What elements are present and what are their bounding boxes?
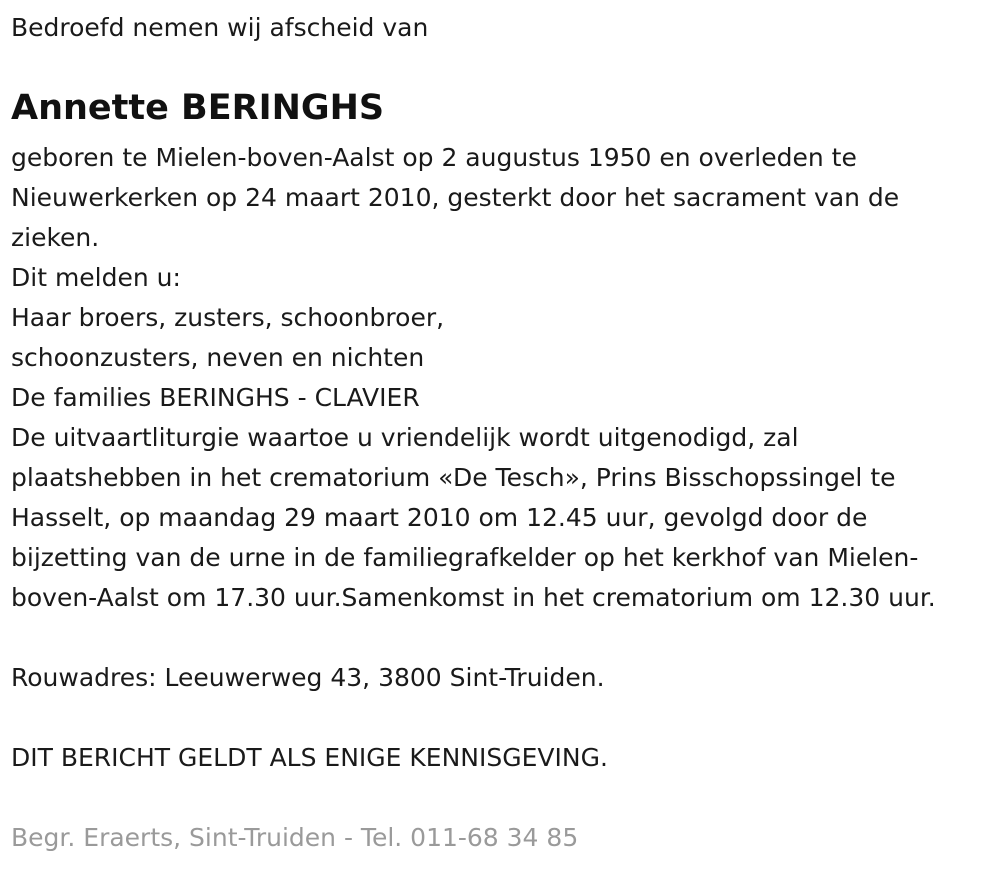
announced-by-label: Dit melden u: [11,263,181,292]
birth-death-line: geboren te Mielen-boven-Aalst op 2 augustus 1950 en overleden te [11,143,857,172]
ceremony-paragraph [11,418,989,618]
family-line: schoonzusters, neven en nichten [11,343,425,372]
ceremony-line: boven-Aalst om 17.30 uur.Samenkomst in het crematorium om 12.30 uur. [11,583,936,612]
spacer [11,778,989,818]
ceremony-line: plaatshebben in het crematorium «De Tesch», Prins Bisschopssingel te [11,463,896,492]
deceased-name: Annette BERINGHS [11,88,385,128]
ceremony-line: De uitvaartliturgie waartoe u vriendelijk wordt uitgenodigd, zal [11,423,799,452]
family-line: Haar broers, zusters, schoonbroer, [11,303,445,332]
sole-notice-statement: DIT BERICHT GELDT ALS ENIGE KENNISGEVING. [11,743,608,772]
intro-text: Bedroefd nemen wij afscheid van [11,13,429,42]
ceremony-line: bijzetting van de urne in de familiegrafkelder op het kerkhof van Mielen- [11,543,919,572]
family-list [11,298,989,418]
spacer [11,618,989,658]
undertaker-contact: Begr. Eraerts, Sint-Truiden - Tel. 011-68 34 85 [11,823,579,852]
birth-death-line: zieken. [11,223,100,252]
birth-death-line: Nieuwerkerken op 24 maart 2010, gesterkt door het sacrament van de [11,183,900,212]
family-line: De families BERINGHS - CLAVIER [11,383,420,412]
birth-death-paragraph [11,138,989,258]
spacer [11,698,989,738]
mourning-address: Rouwadres: Leeuwerweg 43, 3800 Sint-Truiden. [11,663,605,692]
ceremony-line: Hasselt, op maandag 29 maart 2010 om 12.45 uur, gevolgd door de [11,503,868,532]
